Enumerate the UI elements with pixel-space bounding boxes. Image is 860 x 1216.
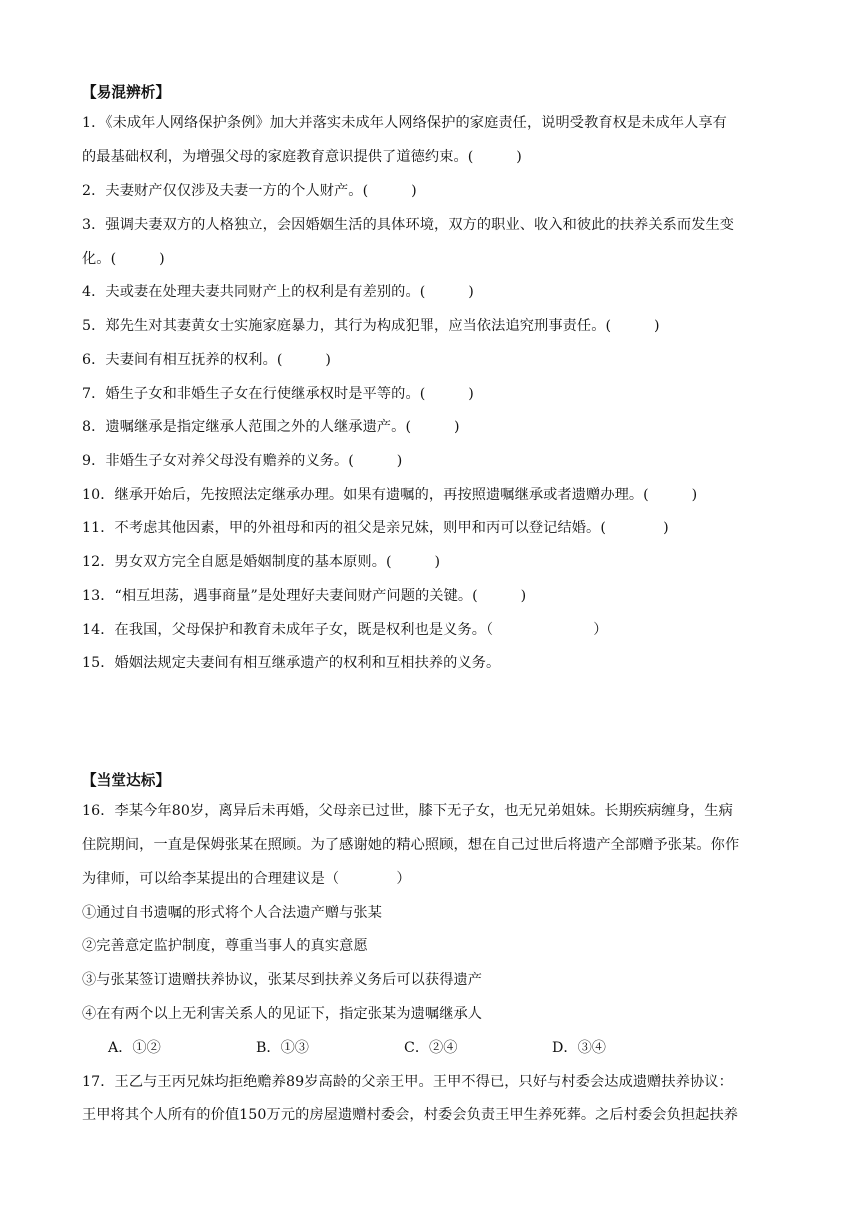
item-12: 12．男女双方完全自愿是婚姻制度的基本原则。( ) (82, 554, 441, 570)
item-4: 4．夫或妻在处理夫妻共同财产上的权利是有差别的。( ) (82, 284, 474, 300)
q16-choice-a: A．①② (108, 1040, 161, 1056)
item-9: 9．非婚生子女对养父母没有赡养的义务。( ) (82, 453, 403, 469)
item-10: 10．继承开始后，先按照法定继承办理。如果有遗嘱的，再按照遗嘱继承或者遗赠办理。( ) (82, 487, 698, 503)
q17-line-1: 17．王乙与王丙兄妹均拒绝赡养89岁高龄的父亲王甲。王甲不得已，只好与村委会达成遗赠扶养协议： (82, 1074, 733, 1090)
q16-option-3: ③与张某签订遗赠扶养协议，张某尽到扶养义务后可以获得遗产 (82, 972, 483, 988)
q16-option-4: ④在有两个以上无利害关系人的见证下，指定张某为遗嘱继承人 (82, 1006, 483, 1022)
item-15: 15．婚姻法规定夫妻间有相互继承遗产的权利和互相扶养的义务。 (82, 655, 501, 671)
section-heading-practice: 【当堂达标】 (82, 772, 171, 789)
section-heading-confusion: 【易混辨析】 (82, 84, 171, 101)
item-8: 8．遗嘱继承是指定继承人范围之外的人继承遗产。( ) (82, 419, 460, 435)
q16-line-1: 16．李某今年80岁，离异后未再婚，父母亲已过世，膝下无子女，也无兄弟姐妹。长期疾病缠身，生病 (82, 803, 733, 819)
item-5: 5．郑先生对其妻黄女士实施家庭暴力，其行为构成犯罪，应当依法追究刑事责任。( ) (82, 318, 660, 334)
q16-choice-d: D．③④ (552, 1040, 606, 1056)
q16-line-2: 住院期间，一直是保姆张某在照顾。为了感谢她的精心照顾，想在自己过世后将遗产全部赠予张某。你作 (82, 837, 740, 853)
item-7: 7．婚生子女和非婚生子女在行使继承权时是平等的。( ) (82, 386, 474, 402)
q16-option-1: ①通过自书遗嘱的形式将个人合法遗产赠与张某 (82, 905, 383, 921)
q16-line-3: 为律师，可以给李某提出的合理建议是（ ） (82, 871, 411, 887)
item-14: 14．在我国，父母保护和教育未成年子女，既是权利也是义务。（ ） (82, 622, 608, 638)
q16-choice-b: B．①③ (256, 1040, 309, 1056)
item-1-line-2: 的最基础权利，为增强父母的家庭教育意识提供了道德约束。( ) (82, 149, 522, 165)
item-1-line-1: 1．《未成年人网络保护条例》加大并落实未成年人网络保护的家庭责任，说明受教育权是未成年人享有 (82, 115, 727, 131)
item-3-line-1: 3．强调夫妻双方的人格独立，会因婚姻生活的具体环境，双方的职业、收入和彼此的扶养关系而发生变 (82, 217, 735, 233)
q17-line-2: 王甲将其个人所有的价值150万元的房屋遗赠村委会，村委会负责王甲生养死葬。之后村委会负担起扶养 (82, 1107, 739, 1123)
item-11: 11．不考虑其他因素，甲的外祖母和丙的祖父是亲兄妹，则甲和丙可以登记结婚。( ) (82, 520, 669, 536)
q16-option-2: ②完善意定监护制度，尊重当事人的真实意愿 (82, 938, 368, 954)
item-13: 13．“相互坦荡，遇事商量”是处理好夫妻间财产问题的关键。( ) (82, 588, 527, 604)
q16-choice-c: C．②④ (404, 1040, 458, 1056)
item-3-line-2: 化。( ) (82, 251, 165, 267)
item-2: 2．夫妻财产仅仅涉及夫妻一方的个人财产。( ) (82, 183, 417, 199)
item-6: 6．夫妻间有相互抚养的权利。( ) (82, 352, 331, 368)
